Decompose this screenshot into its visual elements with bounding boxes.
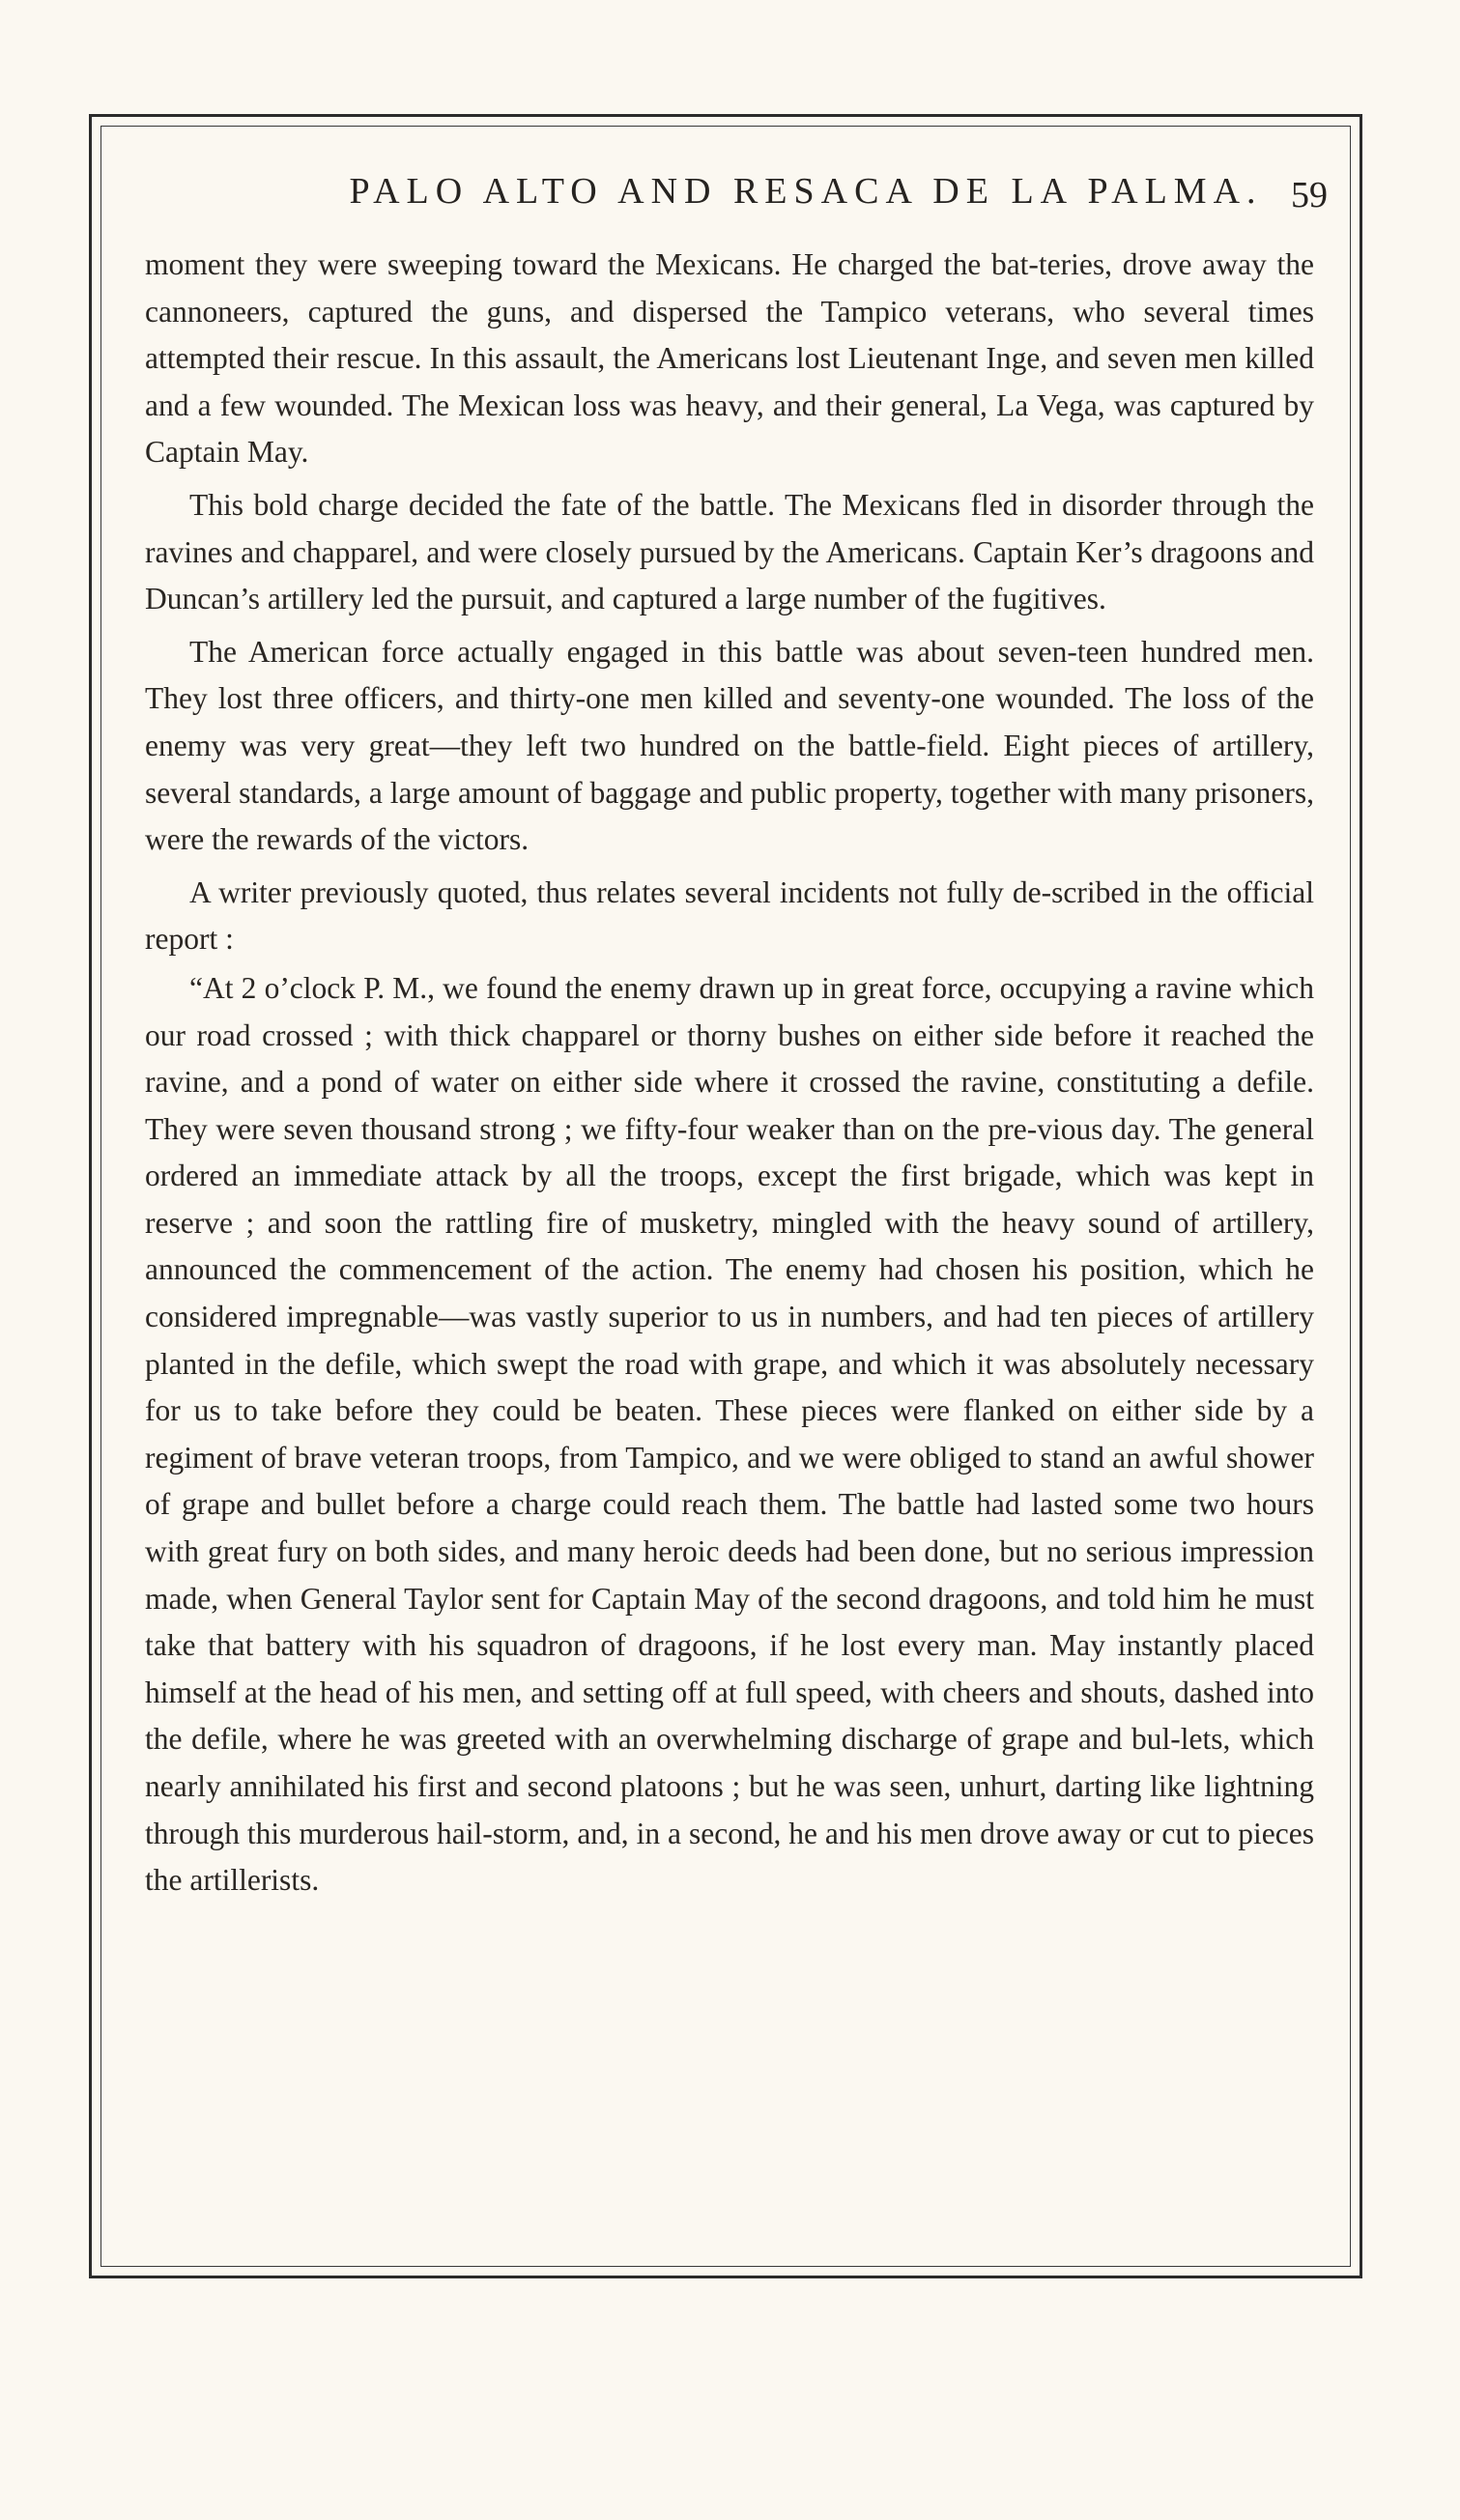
page-number: 59 bbox=[1291, 175, 1328, 215]
paragraph-american-force: The American force actually engaged in this battle was about seven-teen hundred men. They lost three officers, and thirty-one men killed and seventy-one wounded. The loss of the enemy was very great—they left two hundred on the battle-field. Eight pieces of artillery, several standards, a large amount of baggage and public property, together with many prisoners, were the rewards of the victors. bbox=[145, 634, 1314, 857]
page-header bbox=[100, 170, 1351, 228]
paragraph-continuation: moment they were sweeping toward the Mexicans. He charged the bat-teries, drove away the cannoneers, captured the guns, and dispersed the Tampico veterans, who several times attempted their rescue. In this assault, the Americans lost Lieutenant Inge, and seven men killed and a few wounded. The Mexican loss was heavy, and their general, La Vega, was captured by Captain May. bbox=[145, 247, 1314, 470]
paragraph-quotation: “At 2 o’clock P. M., we found the enemy drawn up in great force, occupying a ravine which our road crossed ; with thick chapparel or thorny bushes on either side before it reached the ravine, and a pond of water on either side where it crossed the ravine, constituting a defile. They were seven thousand strong ; we fifty-four weaker than on the pre-vious day. The general ordered an immediate attack by all the troops, except the first brigade, which was kept in reserve ; and soon the rattling fire of musketry, mingled with the heavy sound of artillery, announced the commencement of the action. The enemy had chosen his position, which he considered impregnable—was vastly superior to us in numbers, and had ten pieces of artillery planted in the defile, which swept the road with grape, and which it was absolutely necessary for us to take before they could be beaten. These pieces were flanked on either side by a regiment of brave veteran troops, from Tampico, and we were obliged to stand an awful shower of grape and bullet before a charge could reach them. The battle had lasted some two hours with great fury on both sides, and many heroic deeds had been done, but no serious impression made, when General Taylor sent for Captain May of the second dragoons, and told him he must take that battery with his squadron of dragoons, if he lost every man. May instantly placed himself at the head of his men, and setting off at full speed, with cheers and shouts, dashed into the defile, where he was greeted with an overwhelming discharge of grape and bul-lets, which nearly annihilated his first and second platoons ; but he was seen, unhurt, darting like lightning through this murderous hail-storm, and, in a second, he and his men drove away or cut to pieces the artillerists. bbox=[145, 970, 1314, 1898]
paragraph-writer-quoted: A writer previously quoted, thus relates several incidents not fully de-scribed in the official report : bbox=[145, 874, 1314, 957]
paragraph-bold-charge: This bold charge decided the fate of the battle. The Mexicans fled in disorder through the ravines and chapparel, and were closely pursued by the Americans. Captain Ker’s dragoons and Duncan’s artillery led the pursuit, and captured a large number of the fugitives. bbox=[145, 487, 1314, 616]
body-text bbox=[145, 242, 1314, 1904]
running-title: PALO ALTO AND RESACA DE LA PALMA. bbox=[349, 171, 1263, 212]
